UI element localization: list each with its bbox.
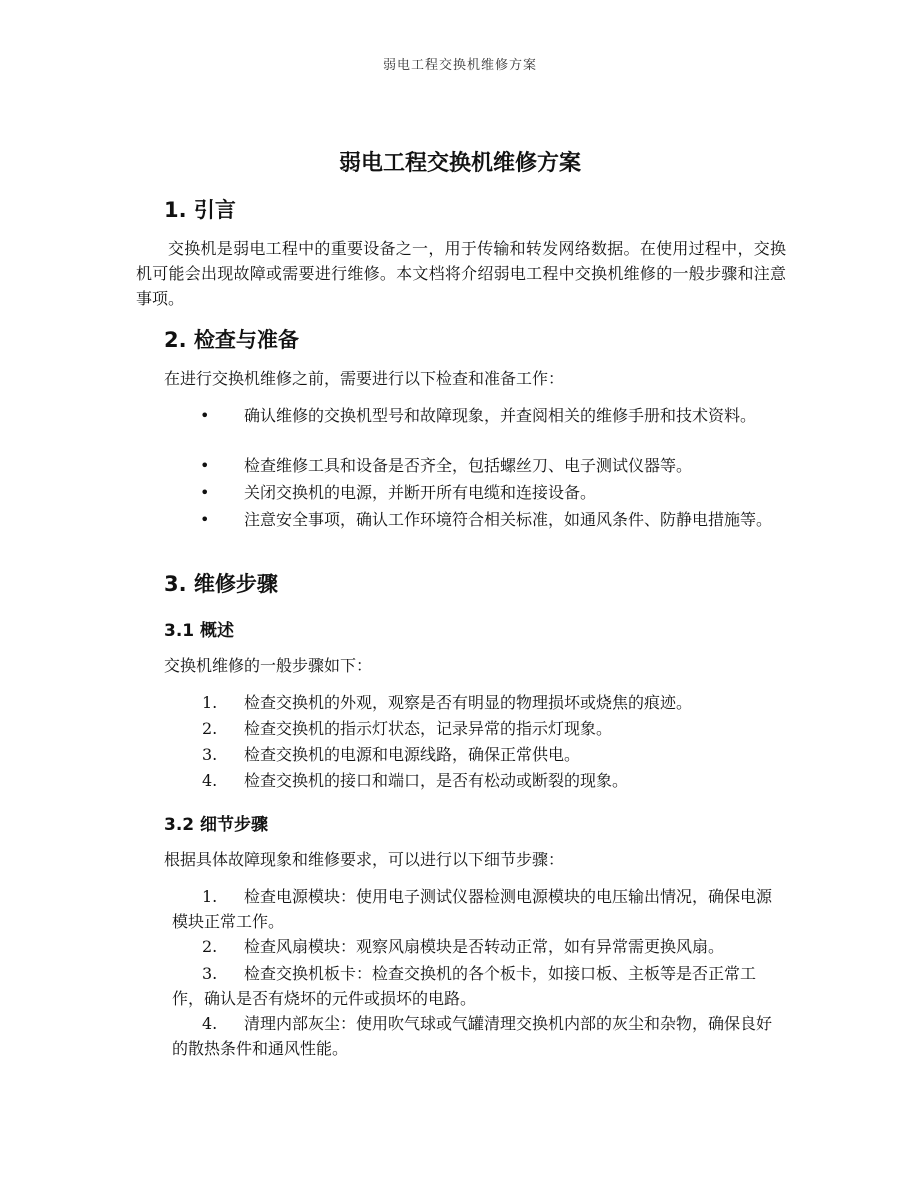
list-number: 3. <box>202 964 218 983</box>
bullet-marker: • <box>200 456 210 475</box>
overview-lead: 交换机维修的一般步骤如下： <box>164 656 373 675</box>
list-item-text: 检查交换机的电源和电源线路，确保正常供电。 <box>244 745 581 764</box>
section-heading-intro: 1. 引言 <box>164 198 236 222</box>
overview-list-item <box>172 768 786 793</box>
details-list-item <box>172 1011 786 1061</box>
subsection-heading-details: 3.2 细节步骤 <box>164 815 269 835</box>
section-heading-prep: 2. 检查与准备 <box>164 328 299 352</box>
prep-lead: 在进行交换机维修之前，需要进行以下检查和准备工作： <box>164 369 565 388</box>
list-number: 1. <box>202 693 218 712</box>
list-item-text: 检查交换机的接口和端口，是否有松动或断裂的现象。 <box>244 771 629 790</box>
intro-paragraph: 交换机是弱电工程中的重要设备之一，用于传输和转发网络数据。在使用过程中，交换机可能会出现故障或需要进行维修。本文档将介绍弱电工程中交换机维修的一般步骤和注意事项。 <box>136 239 786 308</box>
bullet-marker: • <box>200 483 210 502</box>
list-number: 2. <box>202 937 218 956</box>
overview-list-item <box>172 742 786 767</box>
list-item-text: 清理内部灰尘：使用吹气球或气罐清理交换机内部的灰尘和杂物，确保良好的散热条件和通风性能。 <box>172 1014 773 1058</box>
bullet-marker: • <box>200 406 210 425</box>
list-number: 3. <box>202 745 218 764</box>
bullet-marker: • <box>200 510 210 529</box>
list-item-text: 检查风扇模块：观察风扇模块是否转动正常，如有异常需更换风扇。 <box>244 937 725 956</box>
list-item-text: 检查交换机板卡：检查交换机的各个板卡，如接口板、主板等是否正常工作，确认是否有烧坏的元件或损坏的电路。 <box>172 964 757 1008</box>
running-header: 弱电工程交换机维修方案 <box>382 58 537 73</box>
list-number: 4. <box>202 771 218 790</box>
details-lead: 根据具体故障现象和维修要求，可以进行以下细节步骤： <box>164 850 565 869</box>
list-item-text: 检查维修工具和设备是否齐全，包括螺丝刀、电子测试仪器等。 <box>244 456 693 475</box>
details-list-item <box>172 961 786 1011</box>
prep-list-item <box>172 403 786 428</box>
list-number: 2. <box>202 719 218 738</box>
details-list-item <box>172 934 786 959</box>
list-item-text: 检查交换机的外观，观察是否有明显的物理损坏或烧焦的痕迹。 <box>244 693 693 712</box>
overview-list-item <box>172 716 786 741</box>
list-item-text: 确认维修的交换机型号和故障现象，并查阅相关的维修手册和技术资料。 <box>244 406 757 425</box>
list-item-text: 检查电源模块：使用电子测试仪器检测电源模块的电压输出情况，确保电源模块正常工作。 <box>172 887 773 931</box>
list-item-text: 注意安全事项，确认工作环境符合相关标准，如通风条件、防静电措施等。 <box>244 510 773 529</box>
prep-list-item <box>172 480 786 505</box>
list-item-text: 关闭交换机的电源，并断开所有电缆和连接设备。 <box>244 483 597 502</box>
document-title: 弱电工程交换机维修方案 <box>338 151 581 176</box>
subsection-heading-overview: 3.1 概述 <box>164 621 235 641</box>
list-item-text: 检查交换机的指示灯状态，记录异常的指示灯现象。 <box>244 719 613 738</box>
prep-list-item <box>172 453 786 478</box>
section-heading-steps: 3. 维修步骤 <box>164 572 278 596</box>
list-number: 1. <box>202 887 218 906</box>
overview-list-item <box>172 690 786 715</box>
list-number: 4. <box>202 1014 218 1033</box>
details-list-item <box>172 884 786 934</box>
prep-list-item <box>172 507 786 532</box>
